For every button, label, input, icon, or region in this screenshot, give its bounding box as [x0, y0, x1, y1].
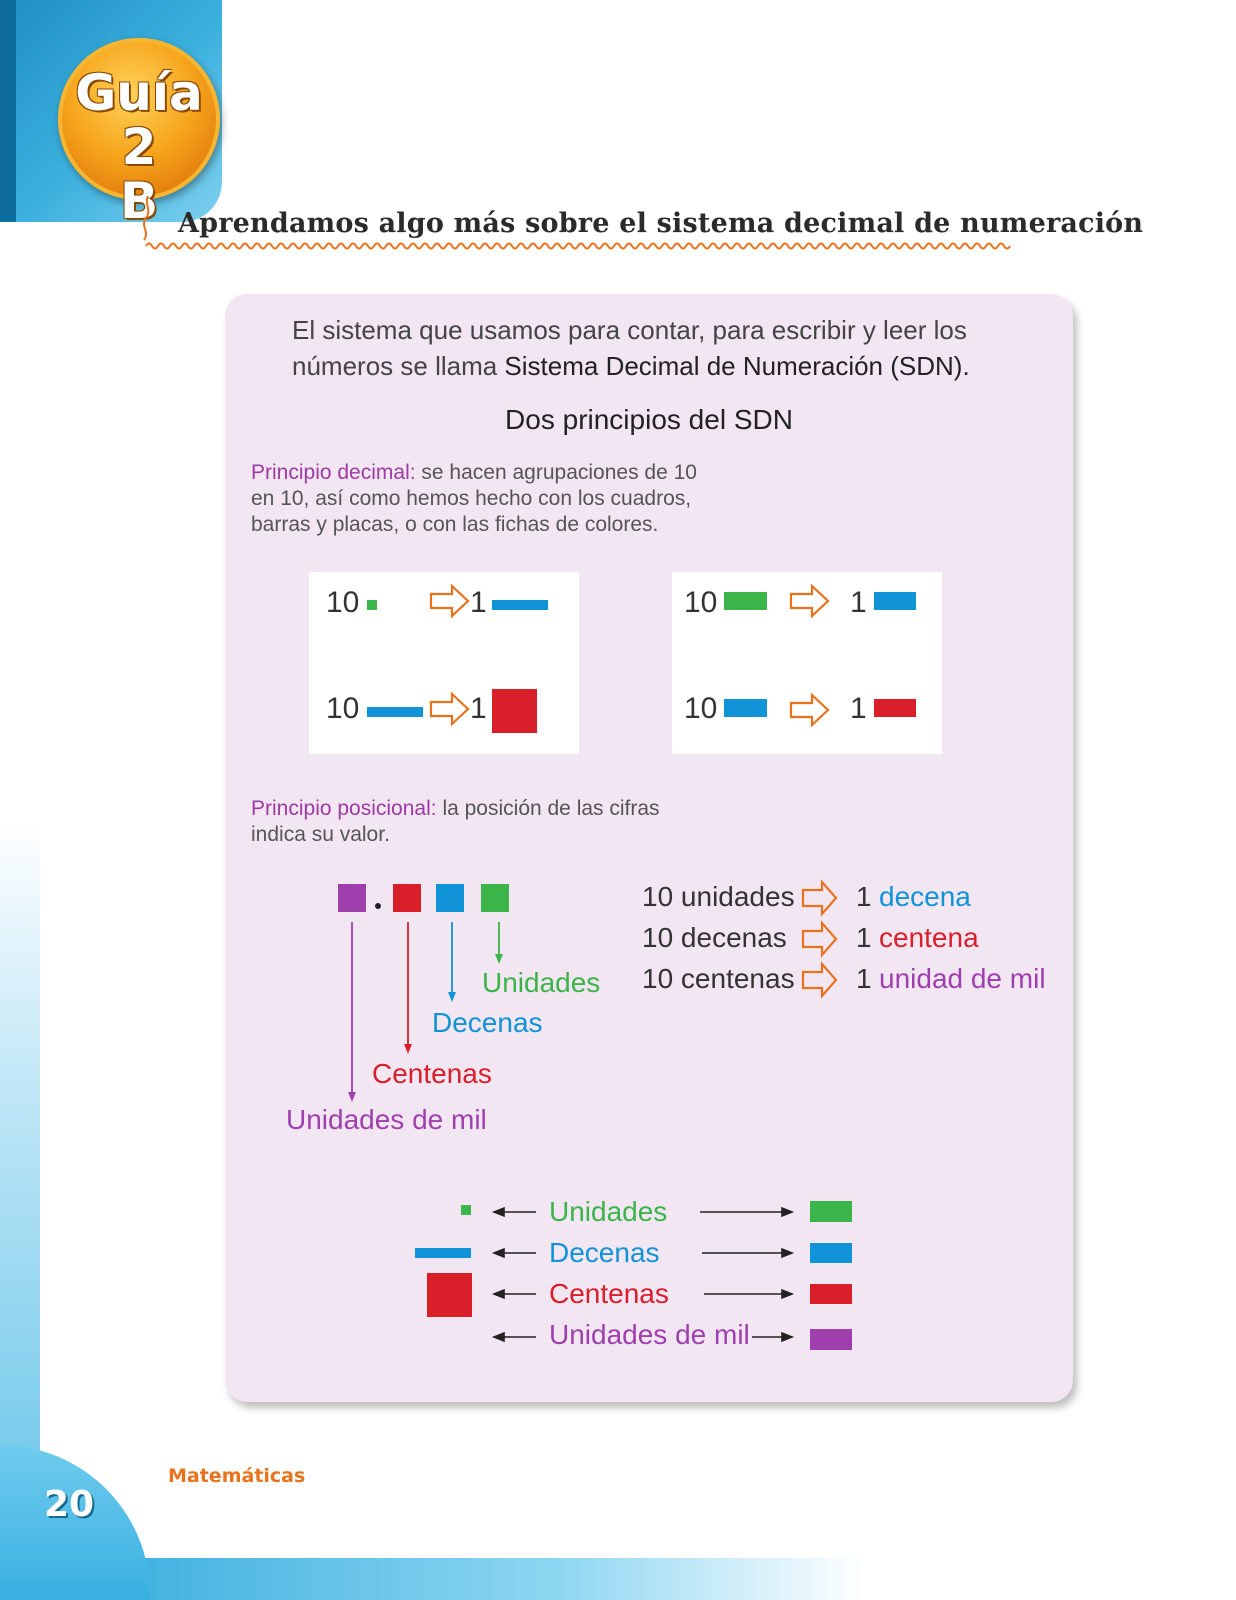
- page-title: Aprendamos algo más sobre el sistema decimal de numeración: [178, 208, 1144, 239]
- red-chip-icon: [810, 1284, 852, 1304]
- legend-decenas: Decenas: [549, 1237, 660, 1268]
- intro-text: El sistema que usamos para contar, para escribir y leer los números se llama: [292, 315, 967, 381]
- equivalence-result-num: 1: [856, 963, 872, 994]
- badge-line-2: B: [119, 172, 159, 230]
- box-left-row2-result: 1: [470, 692, 487, 725]
- box-right-row1-qty: 10: [684, 586, 718, 619]
- legend-centenas: Centenas: [549, 1278, 669, 1309]
- label-centenas: Centenas: [372, 1058, 492, 1089]
- footer-subject: Matemáticas: [168, 1465, 306, 1487]
- label-decenas: Decenas: [432, 1007, 543, 1038]
- equivalence-qty: 10 centenas: [642, 963, 795, 994]
- label-unidades: Unidades: [482, 967, 601, 998]
- principle-positional-text: la posición de las cifras indica su valor.: [251, 797, 660, 846]
- legend-unidades: Unidades: [549, 1196, 668, 1227]
- equivalence-result-num: 1: [856, 922, 872, 953]
- badge-line-1: Guía 2: [75, 64, 203, 176]
- equivalence-result-num: 1: [856, 881, 872, 912]
- equivalence-result-word: centena: [879, 922, 979, 953]
- purple-chip-icon: [810, 1329, 852, 1350]
- intro-highlight: Sistema Decimal de Numeración (SDN).: [504, 351, 970, 381]
- green-chip-icon: [810, 1201, 852, 1222]
- equivalence-result-word: decena: [879, 881, 971, 912]
- label-unidades-de-mil: Unidades de mil: [286, 1104, 487, 1135]
- box-right-row2-result: 1: [850, 692, 867, 725]
- page-number: 20: [44, 1484, 95, 1525]
- box-right-row2-qty: 10: [684, 692, 718, 725]
- principle-decimal-text: se hacen agrupaciones de 10 en 10, así como hemos hecho con los cuadros, barras y placas, o con las fichas de colores.: [251, 461, 697, 536]
- box-left-row1-result: 1: [470, 586, 487, 619]
- box-left-row1-qty: 10: [326, 586, 360, 619]
- box-right-row1-result: 1: [850, 586, 867, 619]
- box-left-row2-qty: 10: [326, 692, 360, 725]
- equivalence-qty: 10 decenas: [642, 922, 787, 953]
- equivalence-qty: 10 unidades: [642, 881, 795, 912]
- equivalence-result-word: unidad de mil: [879, 963, 1046, 994]
- principle-decimal-term: Principio decimal:: [251, 461, 416, 484]
- blue-chip-icon: [810, 1243, 852, 1263]
- legend-unidades-de-mil: Unidades de mil: [549, 1319, 750, 1350]
- subtitle: Dos principios del SDN: [505, 404, 793, 435]
- principle-positional-term: Principio posicional:: [251, 797, 437, 820]
